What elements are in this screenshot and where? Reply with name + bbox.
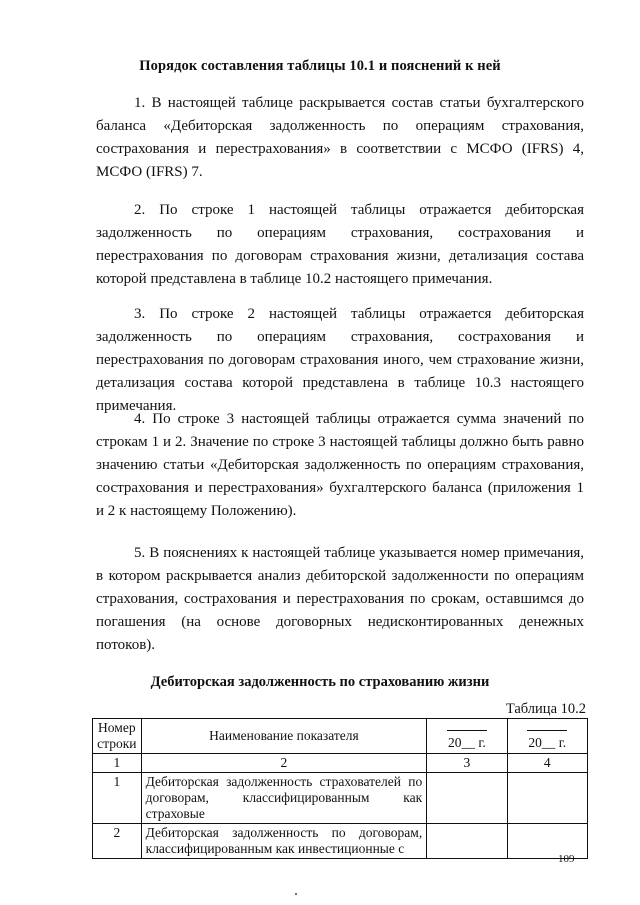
- table-title: Дебиторская задолженность по страхованию жизни: [150, 674, 490, 690]
- paragraph-5-text: 5. В пояснениях к настоящей таблице указывается номер примечания, в котором раскрывается анализ дебиторской задолженности по операциям страхования, сострахования и перестрахования по срокам, оставшимся до погашения (на основе договорных недисконтированных денежных потоков).: [96, 545, 584, 653]
- row-2-value-1: [427, 824, 507, 859]
- paragraph-4: [96, 408, 584, 523]
- paragraph-5: [96, 542, 584, 657]
- year-1-blank-line: [447, 730, 487, 731]
- column-number-3: 3: [427, 754, 507, 773]
- paragraph-1-text: 1. В настоящей таблице раскрывается состав статьи бухгалтерского баланса «Дебиторская задолженность по операциям страхования, сострахования и перестрахования» в соответствии с МСФО (IFRS) 4, МСФО (IFRS) 7.: [96, 95, 584, 180]
- header-year-1-text: 20__ г.: [448, 735, 486, 750]
- row-1-value-2: [507, 773, 587, 824]
- table-label: Таблица 10.2: [505, 701, 586, 717]
- row-2-name: Дебиторская задолженность по договорам, классифицированным как инвестиционные с: [141, 824, 427, 859]
- header-year-2-text: 20__ г.: [528, 735, 567, 750]
- column-number-1: 1: [93, 754, 142, 773]
- header-year-2: [507, 719, 587, 754]
- table-row: [93, 773, 588, 824]
- row-2-value-2: [507, 824, 587, 859]
- paragraph-3: [96, 303, 584, 418]
- column-number-4: 4: [507, 754, 587, 773]
- row-2-number: 2: [93, 824, 142, 859]
- row-1-value-1: [427, 773, 507, 824]
- column-number-2: 2: [141, 754, 427, 773]
- row-1-number: 1: [93, 773, 142, 824]
- paragraph-1: [96, 92, 584, 184]
- year-2-blank-line: [527, 730, 567, 731]
- paragraph-2-text: 2. По строке 1 настоящей таблицы отражается дебиторская задолженность по операциям страхования, сострахования и перестрахования по договорам страхования жизни, детализация состава которой представлена в таблице 10.2 настоящего примечания.: [96, 202, 584, 287]
- table-row: [93, 824, 588, 859]
- table-header-row: [93, 719, 588, 754]
- paragraph-3-text: 3. По строке 2 настоящей таблицы отражается дебиторская задолженность по операциям страхования, сострахования и перестрахования по договорам страхования иного, чем страхование жизни, детализация состава которой представлена в таблице 10.3 настоящего примечания.: [96, 306, 584, 414]
- column-number-row: [93, 754, 588, 773]
- paragraph-4-text: 4. По строке 3 настоящей таблицы отражается сумма значений по строкам 1 и 2. Значение по строке 3 настоящей таблицы должно быть равно значению статьи «Дебиторская задолженность по операциям страхования, сострахования и перестрахования» бухгалтерского баланса (приложения 1 и 2 к настоящему Положению).: [96, 411, 584, 519]
- scan-speck: [295, 893, 297, 895]
- header-indicator-name: Наименование показателя: [141, 719, 427, 754]
- header-row-number: Номер строки: [93, 719, 142, 754]
- row-1-name: Дебиторская задолженность страхователей по договорам, классифицированным как страховые: [141, 773, 427, 824]
- header-year-1: [427, 719, 507, 754]
- paragraph-2: [96, 199, 584, 291]
- data-table: [92, 718, 588, 859]
- section-title: Порядок составления таблицы 10.1 и пояснений к ней: [139, 58, 501, 74]
- page-number: 109: [558, 853, 575, 865]
